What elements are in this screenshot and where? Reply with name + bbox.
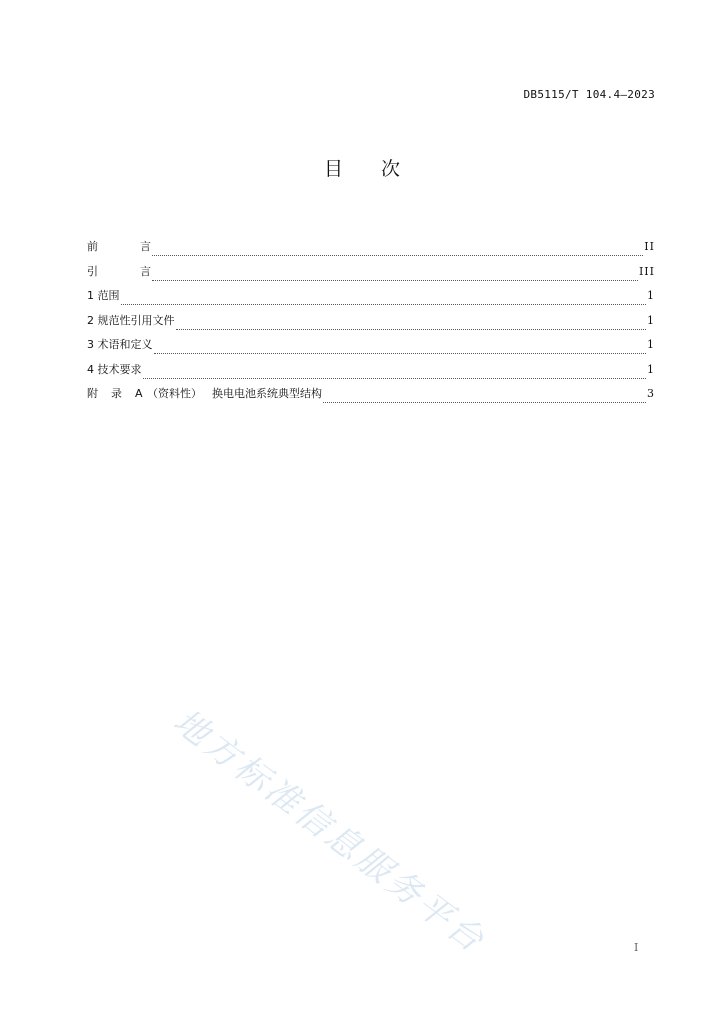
toc-entry-label: 1 范围 <box>87 289 120 302</box>
toc-entry-label: 引 言 <box>87 264 151 278</box>
watermark: 地方标准信息服务平台 <box>165 701 494 962</box>
toc-entry-scope[interactable] <box>87 287 655 312</box>
toc-leader-dots <box>323 393 646 403</box>
title-char-1: 目 <box>323 158 343 180</box>
toc-page-number: 1 <box>647 289 655 302</box>
toc-entry-label: 2 规范性引用文件 <box>87 313 175 327</box>
page-number: I <box>634 941 639 954</box>
toc-entry-label: 3 术语和定义 <box>87 338 153 351</box>
page-title <box>0 154 724 181</box>
toc-page-number: 3 <box>647 387 655 400</box>
doc-code: DB5115/T 104.4—2023 <box>523 88 655 101</box>
toc-entry-technical-requirements[interactable] <box>87 361 655 386</box>
toc-leader-dots <box>176 320 647 330</box>
toc-entry-label: 附 录 A （资料性） 换电电池系统典型结构 <box>87 387 322 400</box>
toc-entry-normative-references[interactable] <box>87 312 655 337</box>
toc-entry-label: 前 言 <box>87 240 151 253</box>
toc-entry-label: 4 技术要求 <box>87 362 142 376</box>
toc-page-number: 1 <box>647 338 655 351</box>
toc-page-number: III <box>638 264 655 278</box>
toc-page-number: 1 <box>647 362 655 376</box>
toc-leader-dots <box>152 271 638 281</box>
toc-page-number: II <box>644 240 655 253</box>
toc-leader-dots <box>121 295 647 305</box>
table-of-contents <box>87 238 655 410</box>
toc-page-number: 1 <box>647 313 655 327</box>
title-char-2: 次 <box>381 158 401 180</box>
toc-leader-dots <box>154 344 647 354</box>
toc-leader-dots <box>152 246 643 256</box>
toc-entry-foreword[interactable] <box>87 238 655 263</box>
toc-entry-terms-definitions[interactable] <box>87 336 655 361</box>
toc-entry-appendix-a[interactable] <box>87 385 655 410</box>
toc-leader-dots <box>143 369 647 379</box>
toc-entry-introduction[interactable] <box>87 263 655 288</box>
